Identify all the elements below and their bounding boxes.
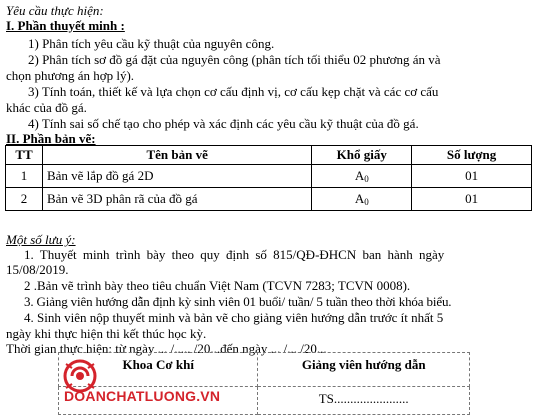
note-item-4: 4. Sinh viên nộp thuyết minh và bản vẽ cho giảng viên hướng dẫn trước ít nhất 5	[24, 310, 444, 325]
section1-title: I. Phần thuyết minh :	[6, 18, 125, 33]
col-header-name: Tên bản vẽ	[42, 146, 311, 165]
signature-table	[58, 352, 470, 415]
cell-tt: 1	[6, 165, 43, 188]
cell-qty: 01	[412, 188, 532, 211]
supervisor-sign: TS.......................	[258, 387, 470, 415]
paper-size: A	[354, 191, 365, 206]
requirement-item-4: 4) Tính sai số chế tạo cho phép và xác định các yêu cầu kỹ thuật của đồ gá.	[28, 116, 419, 131]
note-item-2: 2 .Bản vẽ trình bày theo tiêu chuẩn Việt Nam (TCVN 7283; TCVN 0008).	[24, 278, 411, 293]
watermark-text: DOANCHATLUONG.VN	[64, 388, 221, 404]
faculty-title: Khoa Cơ khí	[59, 353, 258, 387]
section2-title: II. Phần bản vẽ:	[6, 131, 96, 146]
notes-title: Một số lưu ý:	[6, 232, 76, 247]
table-row	[6, 165, 532, 188]
paper-size-sub: 0	[364, 174, 369, 184]
requirements-heading: Yêu cầu thực hiện:	[6, 3, 104, 18]
col-header-paper: Khổ giấy	[312, 146, 412, 165]
requirement-item-3-cont: khác của đồ gá.	[6, 100, 87, 115]
cell-paper	[312, 165, 412, 188]
table-header-row	[6, 146, 532, 165]
drawings-table	[5, 145, 532, 211]
requirement-item-2: 2) Phân tích sơ đồ gá đặt của nguyên công (phân tích tối thiểu 02 phương án và	[28, 52, 441, 67]
requirement-item-1: 1) Phân tích yêu cầu kỹ thuật của nguyên công.	[28, 36, 275, 51]
requirement-item-2-cont: chọn phương án hợp lý).	[6, 68, 135, 83]
paper-size-sub: 0	[364, 197, 369, 207]
cell-tt: 2	[6, 188, 43, 211]
table-row	[6, 188, 532, 211]
note-item-4-cont: ngày khi thực hiện thi kết thúc học kỳ.	[6, 326, 207, 341]
note-item-3: 3. Giảng viên hướng dẫn định kỳ sinh viên 01 buổi/ tuần/ 5 tuần theo thời khóa biểu.	[24, 294, 452, 309]
note-item-1: 1. Thuyết minh trình bày theo quy định số 815/QĐ-ĐHCN ban hành ngày	[24, 247, 445, 262]
col-header-qty: Số lượng	[412, 146, 532, 165]
cell-name: Bản vẽ lắp đồ gá 2D	[42, 165, 311, 188]
paper-size: A	[354, 168, 365, 183]
supervisor-title: Giảng viên hướng dẫn	[258, 353, 470, 387]
cell-paper	[312, 188, 412, 211]
cell-qty: 01	[412, 165, 532, 188]
requirement-item-3: 3) Tính toán, thiết kế và lựa chọn cơ cấu định vị, cơ cấu kẹp chặt và các cơ cấu	[28, 84, 439, 99]
timeline: Thời gian thực hiện: từ ngày ... /..... /20...đến ngày ... /... /20...	[6, 341, 327, 356]
col-header-tt: TT	[6, 146, 43, 165]
cell-name: Bản vẽ 3D phân rã của đồ gá	[42, 188, 311, 211]
note-item-1-cont: 15/08/2019.	[6, 262, 69, 277]
